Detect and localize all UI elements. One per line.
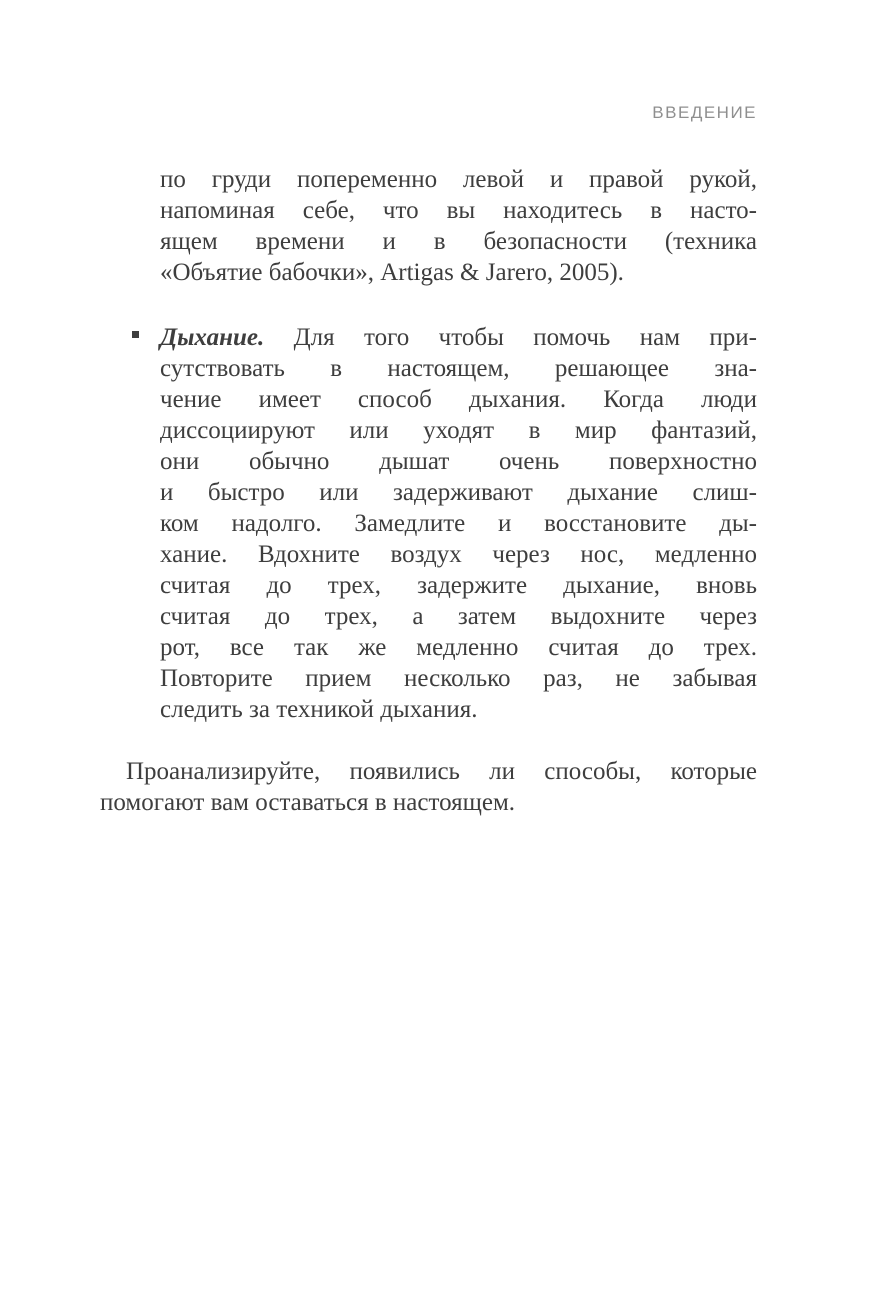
text-line: Повторите прием несколько раз, не забывая xyxy=(160,665,757,692)
bullet-first-line xyxy=(160,322,757,353)
text-line: ящем времени и в безопасности (техника xyxy=(160,228,757,255)
text-line: они обычно дышат очень поверхностно xyxy=(160,448,757,475)
text-line: ком надолго. Замедлите и восстановите ды- xyxy=(160,510,757,537)
closing-paragraph xyxy=(100,756,757,818)
square-bullet-icon xyxy=(132,331,139,338)
text-line: по груди попеременно левой и правой рукой, xyxy=(160,166,757,193)
text-line: помогают вам оставаться в настоящем. xyxy=(100,789,516,816)
text-line: считая до трех, а затем выдохните через xyxy=(160,603,757,630)
book-page xyxy=(0,103,886,1314)
text-line: считая до трех, задержите дыхание, вновь xyxy=(160,572,757,599)
text-line: Проанализируйте, появились ли способы, которые xyxy=(126,758,757,785)
text-line: сутствовать в настоящем, решающее зна- xyxy=(160,355,757,382)
paragraph-continuation xyxy=(160,164,757,288)
text-line: следить за техникой дыхания. xyxy=(160,696,478,723)
text-line: напоминая себе, что вы находитесь в насто- xyxy=(160,197,757,224)
text-line: диссоциируют или уходят в мир фантазий, xyxy=(160,417,757,444)
text-line: «Объятие бабочки», Artigas & Jarero, 2005). xyxy=(160,259,624,286)
text-line: и быстро или задерживают дыхание слиш- xyxy=(160,479,757,506)
bullet-item-breathing xyxy=(160,322,757,725)
text-line: рот, все так же медленно считая до трех. xyxy=(160,634,757,661)
text-line: хание. Вдохните воздух через нос, медленно xyxy=(160,541,757,568)
bullet-body xyxy=(160,353,757,725)
bullet-term: Дыхание. xyxy=(160,324,265,351)
running-header: ВВЕДЕНИЕ xyxy=(652,103,757,122)
text-line: чение имеет способ дыхания. Когда люди xyxy=(160,386,757,413)
bullet-first-line-rest: Для того чтобы помочь нам при- xyxy=(264,324,757,351)
